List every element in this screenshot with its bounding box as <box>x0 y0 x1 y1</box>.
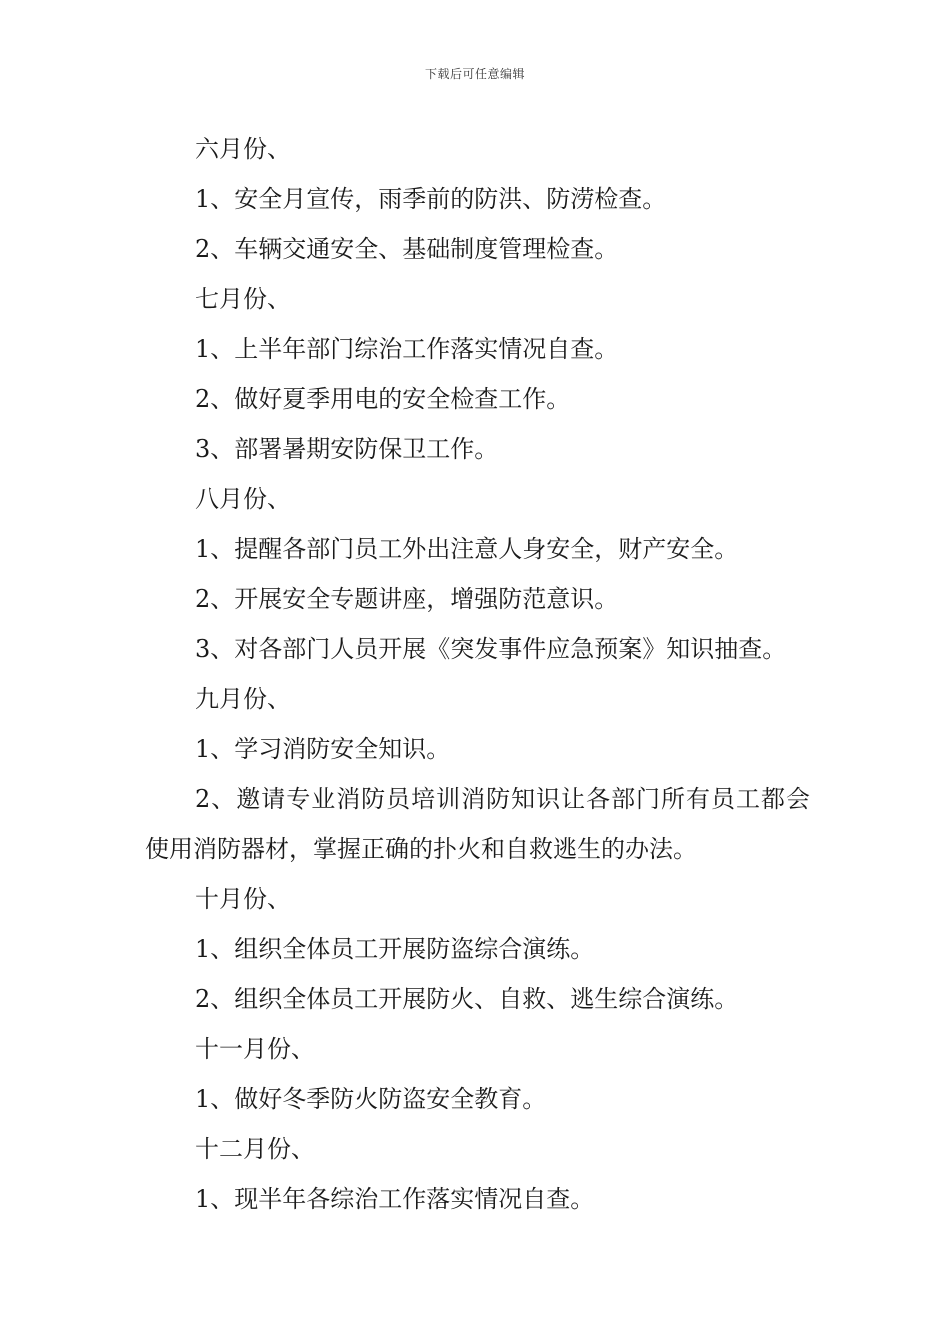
month-heading-october: 十月份、 <box>195 885 291 913</box>
list-item: 1、现半年各综治工作落实情况自查。 <box>195 1185 595 1213</box>
month-heading-november: 十一月份、 <box>195 1035 315 1063</box>
list-item: 1、做好冬季防火防盗安全教育。 <box>195 1085 547 1113</box>
list-item: 2、做好夏季用电的安全检查工作。 <box>195 385 571 413</box>
month-heading-august: 八月份、 <box>195 485 291 513</box>
month-heading-july: 七月份、 <box>195 285 291 313</box>
list-item-wrapped: 2、邀请专业消防员培训消防知识让各部门所有员工都会使用消防器材，掌握正确的扑火和自救逃生的办法。 <box>145 785 810 863</box>
list-item: 2、组织全体员工开展防火、自救、逃生综合演练。 <box>195 985 739 1013</box>
list-item: 3、部署暑期安防保卫工作。 <box>195 435 499 463</box>
list-item: 1、安全月宣传，雨季前的防洪、防涝检查。 <box>195 185 667 213</box>
list-item: 1、上半年部门综治工作落实情况自查。 <box>195 335 619 363</box>
list-item: 2、车辆交通安全、基础制度管理检查。 <box>195 235 619 263</box>
list-item: 3、对各部门人员开展《突发事件应急预案》知识抽查。 <box>195 635 787 663</box>
document-body <box>145 124 810 1224</box>
month-heading-september: 九月份、 <box>195 685 291 713</box>
list-item: 1、组织全体员工开展防盗综合演练。 <box>195 935 595 963</box>
month-heading-december: 十二月份、 <box>195 1135 315 1163</box>
list-item: 2、开展安全专题讲座，增强防范意识。 <box>195 585 619 613</box>
list-item: 1、学习消防安全知识。 <box>195 735 451 763</box>
month-heading-june: 六月份、 <box>195 135 291 163</box>
page-header-note: 下载后可任意编辑 <box>424 67 525 81</box>
list-item: 1、提醒各部门员工外出注意人身安全，财产安全。 <box>195 535 739 563</box>
